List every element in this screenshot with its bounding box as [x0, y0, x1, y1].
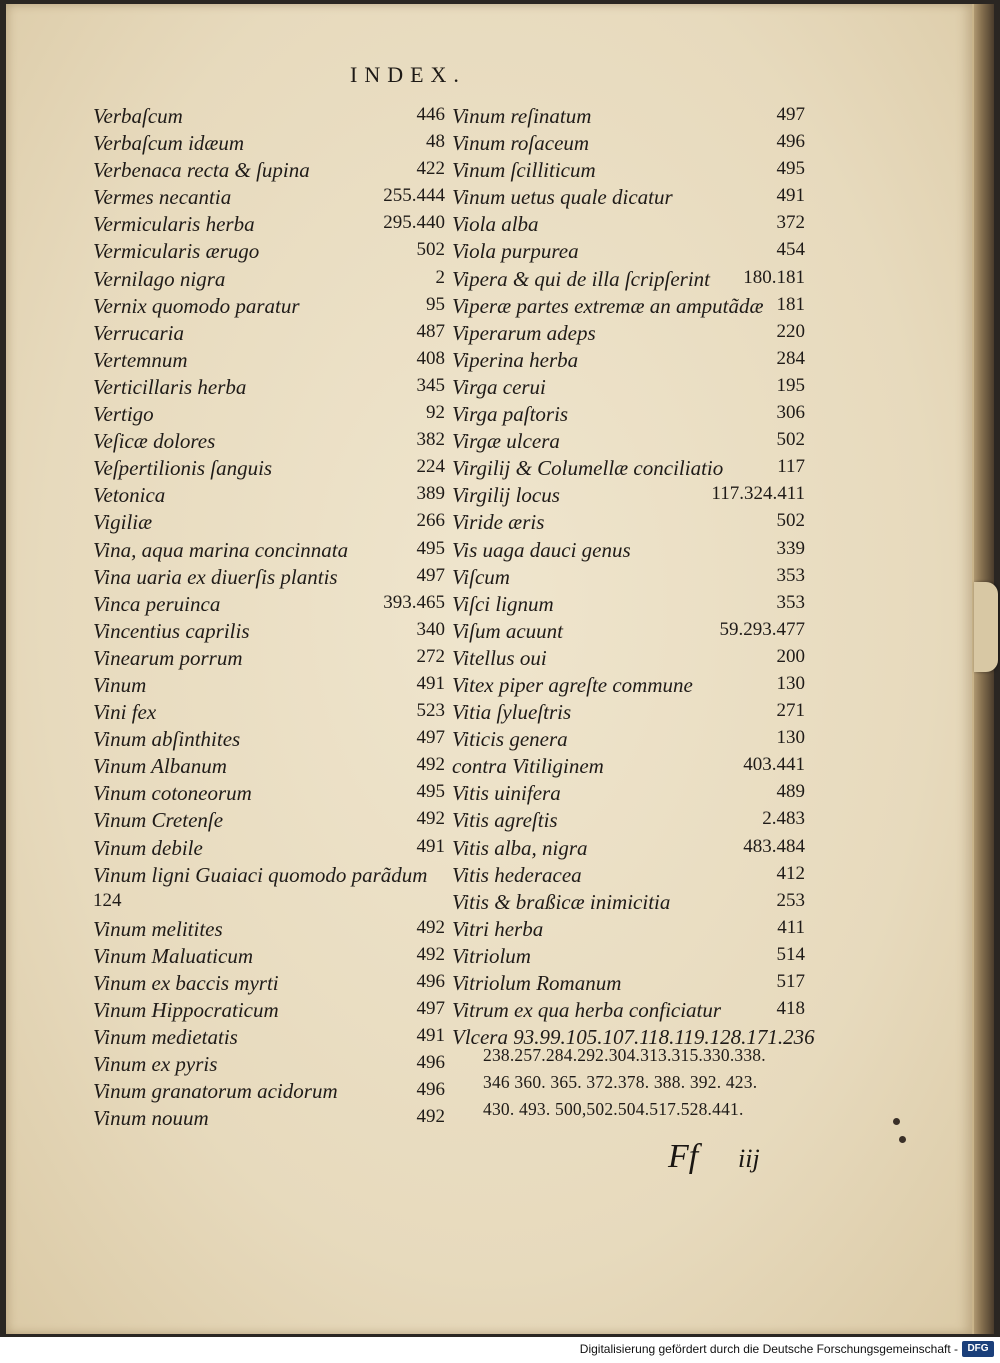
index-page-number: 220 [776, 320, 805, 342]
index-page-number: 487 [416, 320, 445, 342]
index-term: Virga cerui [452, 374, 546, 399]
index-page-number: 497 [416, 998, 445, 1020]
index-page-number: 224 [416, 456, 445, 478]
index-page-number: 491 [416, 835, 445, 857]
index-entry [93, 565, 445, 592]
index-entry [452, 619, 805, 646]
index-page-number: 418 [776, 998, 805, 1020]
index-page-number: 382 [416, 429, 445, 451]
index-entry [452, 808, 805, 835]
index-entry [93, 402, 445, 429]
index-term: Verbaſcum idæum [93, 131, 245, 156]
index-term: Vinum ex baccis myrti [93, 971, 279, 995]
index-entry [452, 104, 805, 131]
index-term: Vigiliæ [93, 510, 153, 535]
index-entry [452, 510, 805, 537]
index-page-number: 412 [776, 862, 805, 884]
index-page-number: 92 [426, 402, 445, 424]
index-term: Viticis genera [452, 727, 568, 752]
index-page-number: 272 [416, 645, 445, 667]
index-term: Vipera & qui de illa ſcripſerint [452, 266, 710, 291]
index-term: Vinum granatorum acidorum [93, 1079, 338, 1104]
index-entry [93, 998, 445, 1025]
index-term: Vinum ex pyris [93, 1052, 218, 1077]
index-entry [452, 646, 805, 673]
ulcer-page-list-line: 346 360. 365. 372.378. 388. 392. 423. [483, 1072, 758, 1092]
index-page-number: 95 [426, 293, 445, 315]
index-page-number: 497 [416, 564, 445, 586]
index-term: contra Vitiliginem [452, 754, 604, 779]
dfg-logo: DFG [962, 1341, 994, 1357]
index-entry [93, 890, 445, 917]
index-term: Vinum melitites [93, 916, 223, 941]
index-term: Verticillaris herba [93, 374, 247, 399]
index-term: Veſpertilionis ſanguis [93, 456, 273, 481]
index-page-number: 502 [776, 429, 805, 451]
index-page-number: 353 [776, 564, 805, 586]
index-entry [452, 158, 805, 185]
index-entry [93, 781, 445, 808]
index-entry [93, 321, 445, 348]
index-entry [452, 456, 805, 483]
index-term: Vinum Cretenſe [93, 808, 224, 833]
index-page-number: 514 [776, 943, 805, 965]
index-term: Vernix quomodo paratur [93, 293, 300, 318]
index-page-number: 181 [776, 293, 805, 315]
index-page-number: 117 [777, 456, 805, 478]
index-page-number: 446 [416, 104, 445, 125]
index-term: Vitis uinifera [452, 781, 561, 806]
signature-number: iij [738, 1144, 760, 1173]
index-term: Vitellus oui [452, 645, 547, 670]
page-stain [893, 1118, 900, 1125]
index-page-number: 502 [416, 239, 445, 261]
index-page-number: 496 [416, 1079, 445, 1101]
index-term: Verrucaria [93, 320, 184, 345]
index-page-number: 255.444 [383, 185, 445, 207]
index-entry [452, 131, 805, 158]
index-page-number: 393.465 [383, 591, 445, 613]
index-page-number: 403.441 [743, 754, 805, 776]
index-page-number: 339 [776, 537, 805, 559]
index-page-number: 271 [776, 700, 805, 722]
index-term: Vinum [93, 672, 147, 697]
index-term: Vinum Albanum [93, 754, 227, 779]
index-term: Vertemnum [93, 347, 188, 372]
index-page-number: 491 [776, 185, 805, 207]
index-entry [452, 700, 805, 727]
index-entry [93, 1025, 445, 1052]
index-term: Vitia ſylueſtris [452, 700, 572, 725]
index-entry [93, 429, 445, 456]
index-entry [452, 781, 805, 808]
signature-mark: Ff [668, 1138, 699, 1175]
index-term: Vetonica [93, 483, 166, 508]
index-entry [452, 267, 805, 294]
index-term: Verbaſcum [93, 104, 183, 128]
index-entry [452, 998, 805, 1025]
index-term: Viola alba [452, 212, 539, 237]
index-term: Viperæ partes extremæ an amputãdæ [452, 293, 764, 318]
index-term: Vinum debile [93, 835, 203, 860]
index-page-number: 497 [776, 104, 805, 125]
index-page-number: 492 [416, 1106, 445, 1128]
index-entry [93, 375, 445, 402]
index-term: Viperina herba [452, 347, 579, 372]
index-entry [452, 863, 805, 890]
index-entry [93, 836, 445, 863]
index-term: Virga paſtoris [452, 402, 569, 427]
index-entry [93, 538, 445, 565]
index-entry [93, 727, 445, 754]
index-term: Vinum ligni Guaiaci quomodo parãdum [93, 862, 428, 887]
index-page-number: 502 [776, 510, 805, 532]
index-entry [93, 212, 445, 239]
index-entry [93, 239, 445, 266]
index-page-number: 495 [776, 158, 805, 180]
index-term: Vini fex [93, 700, 157, 725]
index-term: Vermicularis herba [93, 212, 255, 237]
footer-bar [0, 1337, 1000, 1363]
index-term: Virgæ ulcera [452, 429, 560, 454]
index-entry [93, 158, 445, 185]
index-column-left [93, 104, 445, 1134]
index-entry [452, 429, 805, 456]
index-term: Viride æris [452, 510, 545, 535]
index-term: Vitex piper agreſte commune [452, 672, 693, 697]
page-tab [974, 582, 998, 672]
index-page-number: 492 [416, 808, 445, 830]
index-page-number: 495 [416, 781, 445, 803]
index-page-number: 340 [416, 618, 445, 640]
index-entry [93, 646, 445, 673]
index-term: Vina uaria ex diuerſis plantis [93, 564, 338, 589]
index-page-number: 492 [416, 754, 445, 776]
index-term: Vinum nouum [93, 1106, 209, 1131]
index-term: Vinca peruinca [93, 591, 221, 616]
index-entry [93, 971, 445, 998]
index-term: Viola purpurea [452, 239, 579, 264]
page-stain [899, 1136, 906, 1143]
index-term: Vermes necantia [93, 185, 232, 210]
index-term: Verbenaca recta & ſupina [93, 158, 310, 183]
index-term: Vis uaga dauci genus [452, 537, 631, 562]
index-term: Viſci lignum [452, 591, 554, 616]
index-entry [452, 890, 805, 917]
index-entry [93, 917, 445, 944]
index-entry [452, 836, 805, 863]
ulcer-page-list-line: 430. 493. 500,502.504.517.528.441. [483, 1099, 744, 1119]
index-page-number: 483.484 [743, 835, 805, 857]
index-page-number: 495 [416, 537, 445, 559]
index-entry [452, 321, 805, 348]
index-term: Vitriolum [452, 943, 531, 968]
index-page-number: 59.293.477 [719, 618, 805, 640]
index-term: Vermicularis ærugo [93, 239, 260, 264]
index-entry [93, 863, 445, 890]
page-header: INDEX. [350, 62, 466, 87]
index-page-number: 496 [776, 131, 805, 153]
index-page-number: 492 [416, 916, 445, 938]
index-page-number: 2.483 [762, 808, 805, 830]
index-page-number: 48 [426, 131, 445, 153]
index-term: Vitri herba [452, 916, 544, 941]
index-page-number: 195 [776, 374, 805, 396]
index-entry [452, 483, 805, 510]
index-page-number: 200 [776, 645, 805, 667]
index-term: Viſcum [452, 564, 510, 589]
index-entry [93, 619, 445, 646]
index-entry [452, 538, 805, 565]
index-term: Vina, aqua marina concinnata [93, 537, 349, 562]
index-entry [452, 294, 805, 321]
index-page-number: 411 [777, 916, 805, 938]
index-term: Vinum Maluaticum [93, 943, 254, 968]
index-term: Vinum uetus quale dicatur [452, 185, 673, 210]
index-page-number: 496 [416, 1052, 445, 1074]
index-entry [93, 131, 445, 158]
ulcer-page-list-line: 238.257.284.292.304.313.315.330.338. [483, 1045, 766, 1065]
index-page-number: 491 [416, 672, 445, 694]
index-term: Vernilago nigra [93, 266, 226, 291]
index-entry [93, 700, 445, 727]
index-term: Vitrum ex qua herba conficiatur [452, 998, 722, 1023]
index-entry [93, 104, 445, 131]
index-term: Vlcera 93.99.105.107.118.119.128.171.236 [452, 1025, 815, 1050]
index-term: Veſicæ dolores [93, 429, 216, 454]
index-page-number: 492 [416, 943, 445, 965]
index-page-number: 306 [776, 402, 805, 424]
index-term: Vertigo [93, 402, 154, 427]
index-term: Vinum medietatis [93, 1025, 238, 1050]
index-term: Vinum ſcilliticum [452, 158, 596, 183]
index-page-number: 266 [416, 510, 445, 532]
index-page-number: 284 [776, 347, 805, 369]
index-page-number: 523 [416, 700, 445, 722]
footer-credit: Digitalisierung gefördert durch die Deutsche Forschungsgemeinschaft - [579, 1342, 958, 1356]
index-page-number: 130 [776, 672, 805, 694]
index-page-number: 117.324.411 [711, 483, 805, 505]
index-term: Vinearum porrum [93, 645, 243, 670]
index-term: Vitis & braßicæ inimicitia [452, 889, 671, 914]
index-entry [93, 483, 445, 510]
index-page-number: 2 [435, 266, 445, 288]
index-page-number: 454 [776, 239, 805, 261]
index-entry [452, 917, 805, 944]
index-entry [93, 456, 445, 483]
index-entry [452, 727, 805, 754]
index-term: 124 [93, 889, 122, 911]
index-term: Vitis agreſtis [452, 808, 558, 833]
index-page-number: 253 [776, 889, 805, 911]
index-page-number: 496 [416, 971, 445, 992]
index-entry [93, 510, 445, 537]
index-entry [93, 1052, 445, 1079]
index-page-number: 517 [776, 971, 805, 992]
index-term: Vitis hederacea [452, 862, 582, 887]
index-entry [452, 673, 805, 700]
index-term: Vincentius caprilis [93, 618, 250, 643]
index-entry [93, 185, 445, 212]
index-entry [452, 971, 805, 998]
index-entry [93, 754, 445, 781]
index-page-number: 389 [416, 483, 445, 505]
index-page-number: 130 [776, 727, 805, 749]
index-term: Vinum cotoneorum [93, 781, 252, 806]
index-term: Vitriolum Romanum [452, 971, 622, 995]
index-term: Vinum roſaceum [452, 131, 590, 156]
index-entry [93, 1106, 445, 1133]
index-page-number: 295.440 [383, 212, 445, 234]
index-entry [93, 944, 445, 971]
index-term: Viſum acuunt [452, 618, 564, 643]
index-page-number: 491 [416, 1025, 445, 1047]
index-term: Vitis alba, nigra [452, 835, 588, 860]
index-entry [93, 808, 445, 835]
index-term: Vinum abſinthites [93, 727, 241, 752]
index-column-right [452, 104, 815, 1052]
index-entry [93, 1079, 445, 1106]
index-page-number: 372 [776, 212, 805, 234]
index-page-number: 422 [416, 158, 445, 180]
index-entry [452, 592, 805, 619]
index-entry [452, 212, 805, 239]
index-entry [93, 267, 445, 294]
index-term: Viperarum adeps [452, 320, 596, 345]
index-entry [452, 239, 805, 266]
index-entry [452, 944, 805, 971]
index-term: Virgilij locus [452, 483, 560, 508]
index-entry [93, 592, 445, 619]
index-page-number: 497 [416, 727, 445, 749]
index-entry [452, 185, 805, 212]
index-entry [93, 673, 445, 700]
index-page-number: 408 [416, 347, 445, 369]
index-page-number: 345 [416, 374, 445, 396]
index-entry [452, 754, 805, 781]
index-page-number: 353 [776, 591, 805, 613]
index-entry [452, 348, 805, 375]
index-term: Virgilij & Columellæ conciliatio [452, 456, 724, 481]
index-page-number: 180.181 [743, 266, 805, 288]
index-entry [452, 565, 805, 592]
index-entry [452, 375, 805, 402]
index-page-number: 489 [776, 781, 805, 803]
index-entry [93, 348, 445, 375]
index-entry [452, 402, 805, 429]
index-term: Vinum Hippocraticum [93, 998, 279, 1023]
index-term: Vinum reſinatum [452, 104, 592, 128]
index-entry [93, 294, 445, 321]
